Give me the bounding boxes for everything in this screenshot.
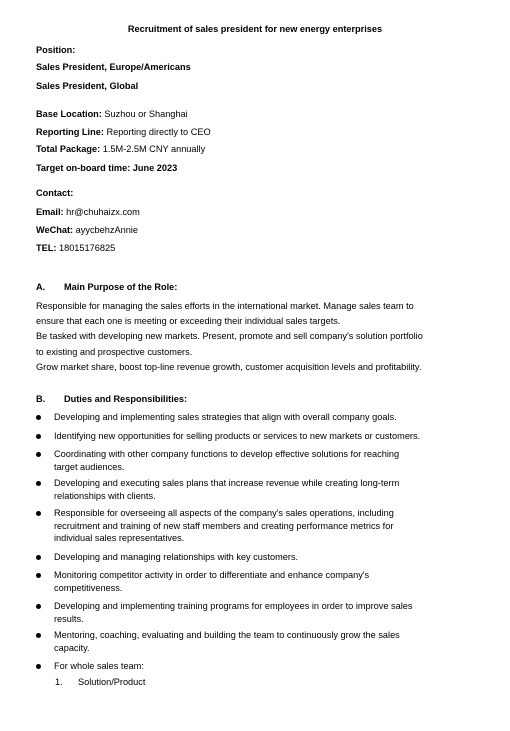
contact-email bbox=[36, 206, 140, 218]
tel-value: 18015176825 bbox=[56, 243, 116, 253]
list-item-text: Developing and managing relationships with key customers. bbox=[54, 552, 299, 562]
reporting-line-value: Reporting directly to CEO bbox=[103, 127, 211, 137]
list-item-text: Developing and executing sales plans that increase revenue while creating long-term bbox=[54, 478, 400, 488]
wechat-value: ayycbehzAnnie bbox=[73, 225, 138, 235]
reporting-line bbox=[36, 126, 211, 138]
email-value: hr@chuhaizx.com bbox=[63, 207, 140, 217]
section-a-body bbox=[36, 299, 446, 375]
contact-label: Contact: bbox=[36, 188, 74, 198]
total-package-value: 1.5M-2.5M CNY annually bbox=[100, 144, 206, 154]
base-location-value: Suzhou or Shanghai bbox=[101, 109, 188, 119]
list-item-text: Developing and implementing training programs for employees in order to improve sales bbox=[54, 601, 413, 611]
position-role-1: Sales President, Europe/Americans bbox=[36, 62, 191, 72]
total-package-label: Total Package: bbox=[36, 144, 101, 154]
reporting-line-label: Reporting Line: bbox=[36, 127, 104, 137]
list-item-text: Monitoring competitor activity in order to differentiate and enhance company's bbox=[54, 570, 370, 580]
section-a-letter: A. bbox=[36, 282, 46, 292]
bullet-icon bbox=[36, 555, 41, 560]
section-a-line: Grow market share, boost top-line revenue growth, customer acquisition levels and profitability. bbox=[36, 361, 422, 372]
list-item-text: For whole sales team: bbox=[54, 661, 144, 671]
position-role-2: Sales President, Global bbox=[36, 81, 139, 91]
list-item-text: competitiveness. bbox=[54, 582, 123, 593]
section-a-line: Responsible for managing the sales efforts in the international market. Manage sales team to bbox=[36, 301, 414, 311]
bullet-icon bbox=[36, 573, 41, 578]
list-item-text: Coordinating with other company functions to develop effective solutions for reaching bbox=[54, 449, 400, 459]
contact-wechat bbox=[36, 224, 138, 236]
numbered-item-text: Solution/Product bbox=[78, 677, 146, 687]
section-a-line: ensure that each one is meeting or exceeding their individual sales targets. bbox=[36, 316, 341, 327]
list-item-text: Mentoring, coaching, evaluating and building the team to continuously grow the sales bbox=[54, 630, 400, 640]
section-a-line: to existing and prospective customers. bbox=[36, 346, 193, 357]
bullet-icon bbox=[36, 415, 41, 420]
section-a-heading: Main Purpose of the Role: bbox=[64, 282, 178, 292]
base-location bbox=[36, 108, 188, 120]
bullet-icon bbox=[36, 664, 41, 669]
base-location-label: Base Location: bbox=[36, 109, 102, 119]
contact-tel bbox=[36, 242, 115, 254]
list-item-text: target audiences. bbox=[54, 461, 125, 472]
position-label: Position: bbox=[36, 45, 76, 55]
bullet-icon bbox=[36, 633, 41, 638]
wechat-label: WeChat: bbox=[36, 225, 74, 235]
total-package bbox=[36, 143, 205, 155]
list-item-text: recruitment and training of new staff members and creating performance metrics for bbox=[54, 520, 394, 531]
section-b-heading: Duties and Responsibilities: bbox=[64, 394, 188, 404]
list-item-text: results. bbox=[54, 613, 84, 624]
list-item-text: Developing and implementing sales strategies that align with overall company goals. bbox=[54, 412, 397, 422]
target-onboard-time: Target on-board time: June 2023 bbox=[36, 163, 178, 173]
tel-label: TEL: bbox=[36, 243, 57, 253]
bullet-icon bbox=[36, 481, 41, 486]
list-item-text: relationships with clients. bbox=[54, 490, 156, 501]
email-label: Email: bbox=[36, 207, 64, 217]
bullet-icon bbox=[36, 452, 41, 457]
list-item-text: individual sales representatives. bbox=[54, 533, 185, 544]
list-item-text: capacity. bbox=[54, 642, 90, 653]
numbered-item-number: 1. bbox=[55, 677, 63, 687]
bullet-icon bbox=[36, 511, 41, 516]
list-item-text: Responsible for overseeing all aspects of the company's sales operations, including bbox=[54, 508, 394, 518]
section-b-letter: B. bbox=[36, 394, 46, 404]
list-item-text: Identifying new opportunities for selling products or services to new markets or customers. bbox=[54, 431, 421, 441]
bullet-icon bbox=[36, 434, 41, 439]
bullet-icon bbox=[36, 604, 41, 609]
document-title: Recruitment of sales president for new energy enterprises bbox=[127, 24, 383, 34]
section-a-line: Be tasked with developing new markets. Present, promote and sell company's solution portfolio bbox=[36, 331, 423, 342]
